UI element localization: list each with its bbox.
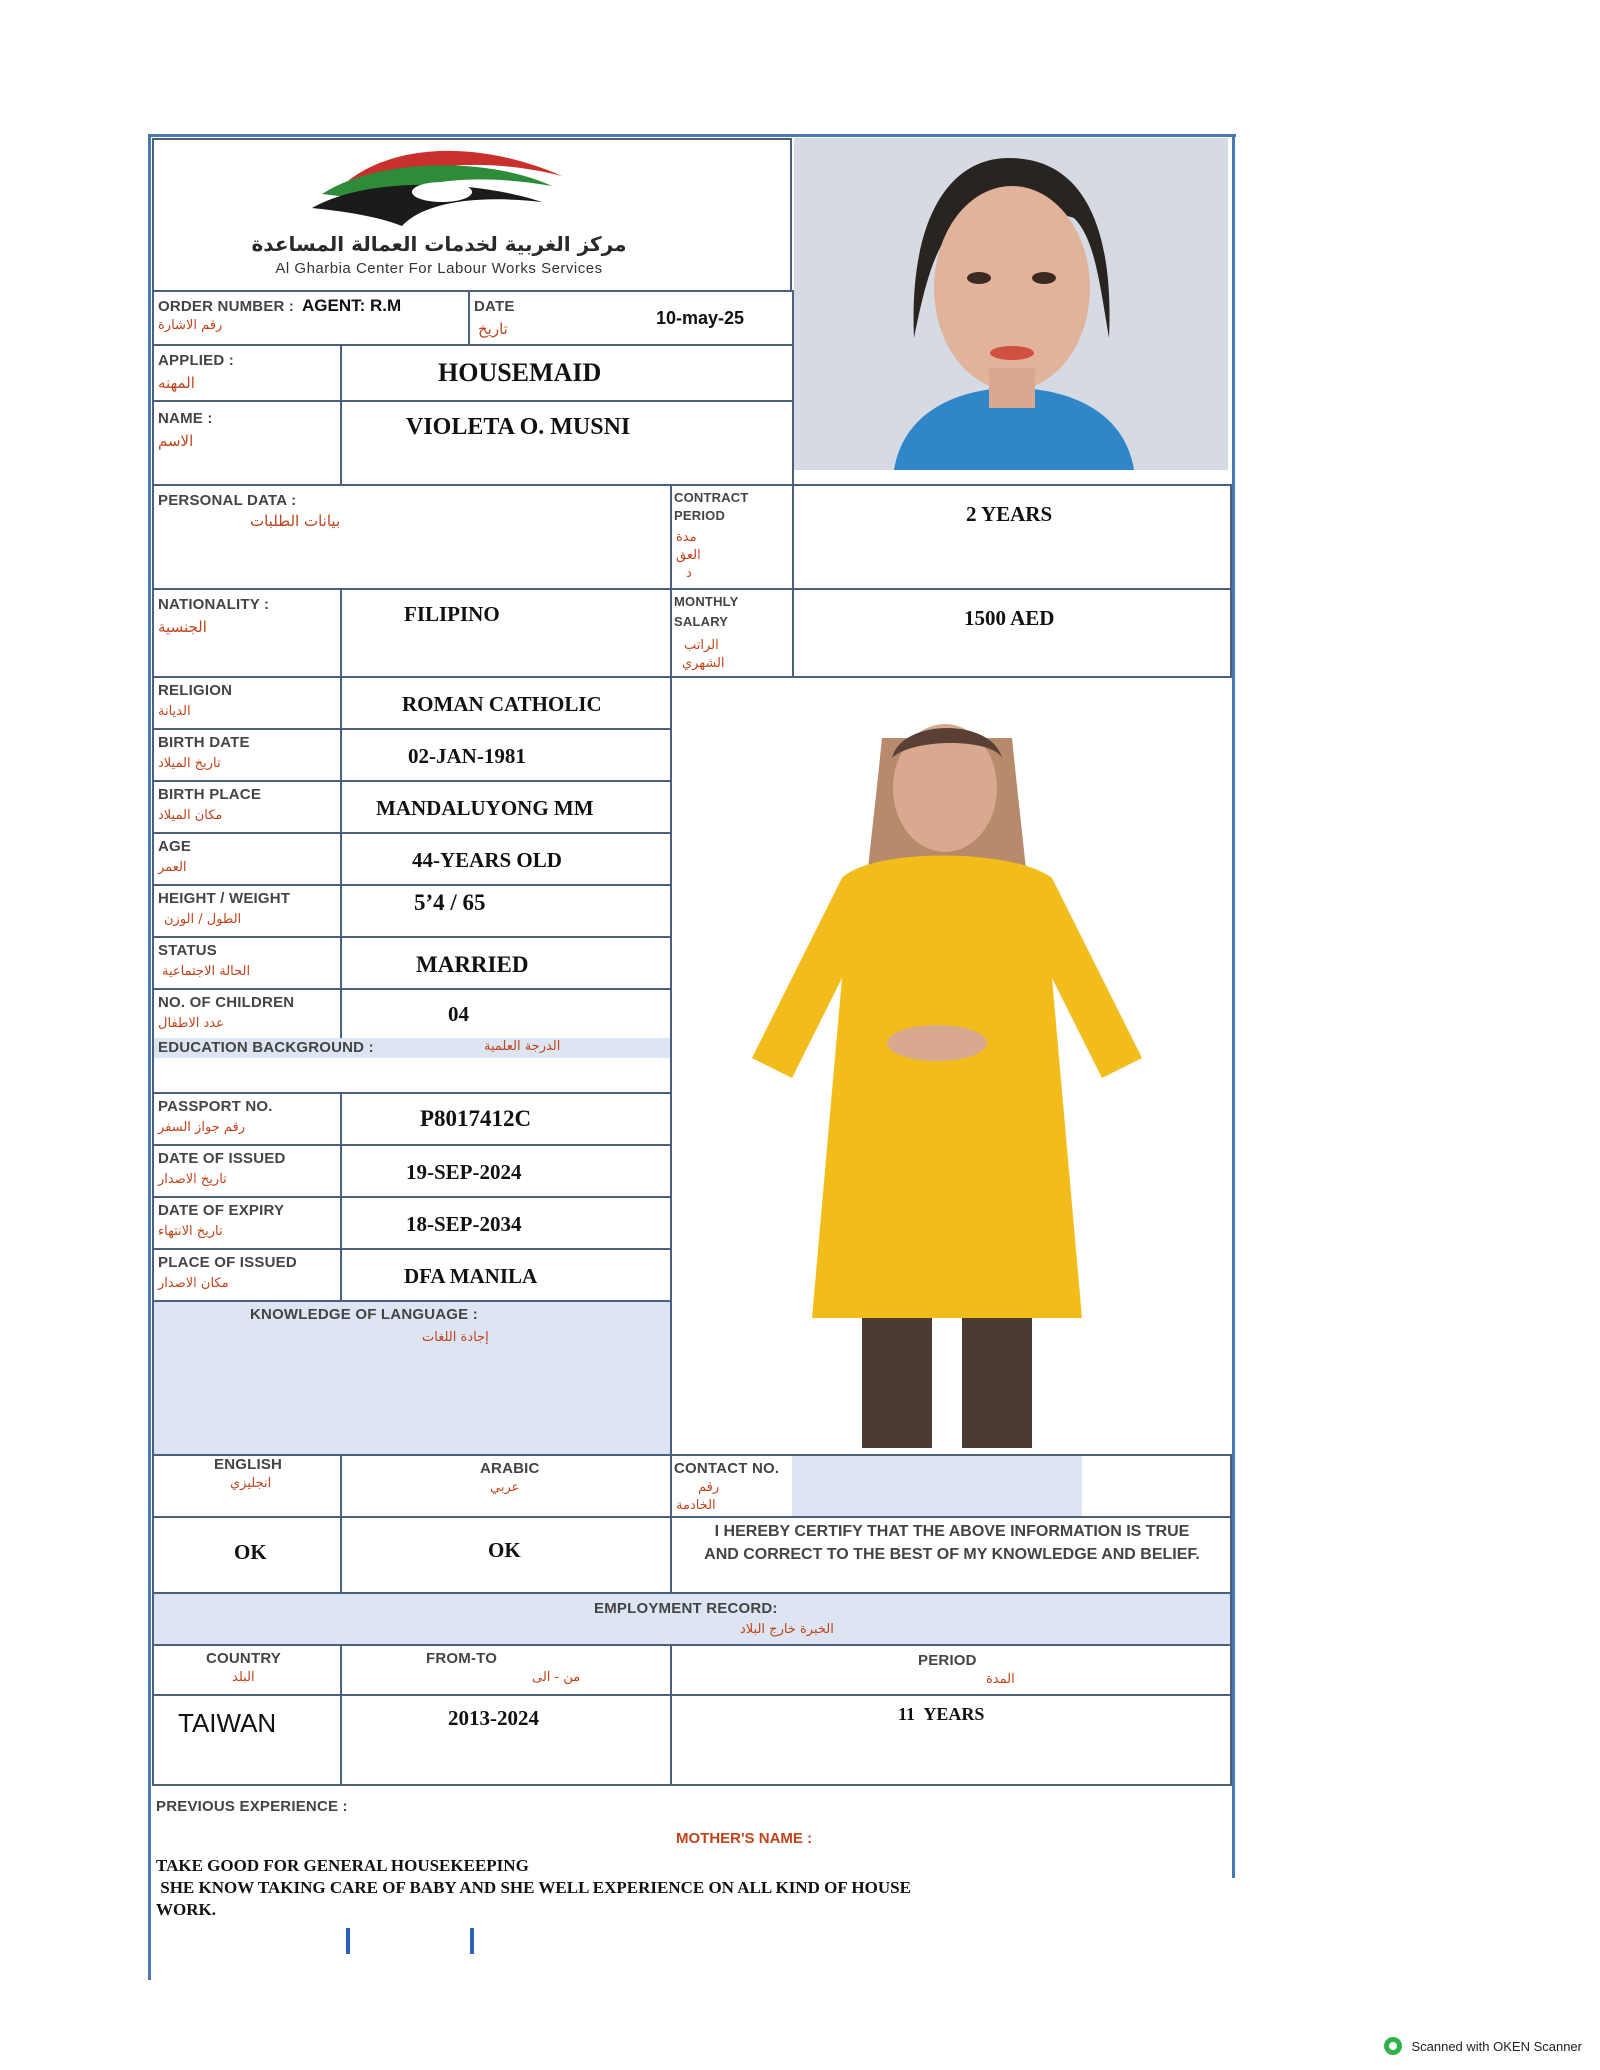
religion-label-cell	[152, 676, 342, 730]
applicant-full-body-photo	[672, 678, 1230, 1456]
education-header	[152, 1038, 672, 1060]
certify-text: I HEREBY CERTIFY THAT THE ABOVE INFORMATION IS TRUE AND CORRECT TO THE BEST OF MY KNOWLEDGE AND BELIEF.	[704, 1523, 1200, 1563]
period-header-cell	[670, 1644, 1232, 1696]
age-label-cell	[152, 832, 342, 886]
fromto-value-cell	[340, 1694, 672, 1786]
name-label: NAME :	[158, 410, 213, 427]
period-label: PERIOD	[918, 1652, 977, 1669]
frame-left-line	[148, 134, 151, 1980]
height-weight-label-arabic: الطول / الوزن	[164, 912, 242, 927]
height-weight-value-cell	[340, 884, 672, 938]
period-value-cell	[670, 1694, 1232, 1786]
previous-experience-line-3: WORK.	[156, 1900, 216, 1919]
date-issued-value-cell	[340, 1144, 672, 1198]
height-weight-label-cell	[152, 884, 342, 938]
place-issued-label-cell	[152, 1248, 342, 1302]
birth-place-value-cell	[340, 780, 672, 834]
org-name-arabic: مركز الغربية لخدمات العمالة المساعدة	[251, 232, 627, 256]
salary-label-arabic-1: الراتب	[684, 638, 719, 653]
english-label: ENGLISH	[214, 1456, 283, 1473]
nationality-label: NATIONALITY :	[158, 596, 270, 613]
contact-label-arabic-2: الخادمة	[676, 1498, 716, 1513]
contract-label-1: CONTRACT	[674, 490, 749, 505]
height-weight-value: 5’4 / 65	[414, 890, 486, 915]
age-value-cell	[340, 832, 672, 886]
birth-place-label-arabic: مكان الميلاد	[158, 808, 223, 823]
personal-data-cell	[152, 484, 672, 590]
period-label-arabic: المدة	[986, 1672, 1015, 1687]
personal-data-label: PERSONAL DATA :	[158, 492, 297, 509]
birth-place-value: MANDALUYONG MM	[376, 796, 594, 820]
contact-value-cell	[792, 1454, 1232, 1518]
status-value-cell	[340, 936, 672, 990]
date-expiry-label-cell	[152, 1196, 342, 1250]
contract-period-value: 2 YEARS	[966, 502, 1053, 526]
date-issued-label-cell	[152, 1144, 342, 1198]
status-label: STATUS	[158, 942, 217, 959]
order-number-value: AGENT: R.M	[302, 296, 402, 315]
children-label-cell	[152, 988, 342, 1040]
fromto-label: FROM-TO	[426, 1650, 498, 1667]
date-label-arabic: تاريخ	[478, 320, 508, 338]
birth-date-label-cell	[152, 728, 342, 782]
age-value: 44-YEARS OLD	[412, 848, 562, 872]
date-issued-value: 19-SEP-2024	[406, 1160, 522, 1184]
arabic-header-cell	[340, 1454, 672, 1518]
contact-value-field	[792, 1456, 1082, 1516]
birth-date-label: BIRTH DATE	[158, 734, 250, 751]
english-label-arabic: انجليزي	[230, 1476, 272, 1491]
date-expiry-label-arabic: تاريخ الانتهاء	[158, 1224, 223, 1239]
children-label-arabic: عدد الاطفال	[158, 1016, 224, 1031]
nationality-label-arabic: الجنسية	[158, 618, 207, 636]
passport-no-label-arabic: رقم جواز السفر	[158, 1120, 245, 1135]
frame-right-line	[1232, 134, 1235, 1878]
applied-value: HOUSEMAID	[438, 358, 602, 387]
application-form	[152, 136, 1232, 1876]
arabic-label: ARABIC	[480, 1460, 540, 1477]
date-expiry-value: 18-SEP-2034	[406, 1212, 522, 1236]
contract-label-arabic-3: د	[686, 566, 692, 581]
date-label: DATE	[474, 298, 515, 315]
status-label-arabic: الحالة الاجتماعية	[162, 964, 251, 979]
status-value: MARRIED	[416, 952, 529, 977]
birth-place-label-cell	[152, 780, 342, 834]
country-value-cell	[152, 1694, 342, 1786]
country-label: COUNTRY	[206, 1650, 282, 1667]
english-value-cell	[152, 1516, 342, 1594]
employment-header	[152, 1592, 1232, 1646]
personal-data-label-arabic: بيانات الطلبات	[250, 512, 341, 530]
education-label: EDUCATION BACKGROUND :	[158, 1039, 374, 1056]
contract-label-arabic-1: مدة	[676, 530, 697, 545]
english-header-cell	[152, 1454, 342, 1518]
birth-place-label: BIRTH PLACE	[158, 786, 262, 803]
place-issued-value-cell	[340, 1248, 672, 1302]
company-logo-icon	[312, 146, 572, 236]
salary-label-cell	[670, 588, 794, 678]
cursor-mark-left	[346, 1928, 350, 1954]
contact-label: CONTACT NO.	[674, 1460, 780, 1477]
religion-value-cell	[340, 676, 672, 730]
age-label: AGE	[158, 838, 192, 855]
employment-label: EMPLOYMENT RECORD:	[594, 1600, 778, 1617]
passport-no-label: PASSPORT NO.	[158, 1098, 273, 1115]
contact-label-cell	[670, 1454, 794, 1518]
mother-name-label: MOTHER'S NAME :	[676, 1830, 813, 1847]
contract-label-arabic-2: العق	[676, 548, 701, 563]
contract-period-value-cell	[792, 484, 1232, 590]
applied-value-cell	[340, 344, 794, 402]
order-number-label: ORDER NUMBER :	[158, 298, 295, 315]
status-label-cell	[152, 936, 342, 990]
salary-label-arabic-2: الشهري	[682, 656, 725, 671]
applied-label: APPLIED :	[158, 352, 234, 369]
education-label-arabic: الدرجة العلمية	[484, 1039, 561, 1054]
salary-label-2: SALARY	[674, 614, 729, 629]
salary-value-cell	[792, 588, 1232, 678]
country-header-cell	[152, 1644, 342, 1696]
contract-period-label-cell	[670, 484, 794, 590]
height-weight-label: HEIGHT / WEIGHT	[158, 890, 291, 907]
children-label: NO. OF CHILDREN	[158, 994, 295, 1011]
nationality-value: FILIPINO	[404, 602, 500, 626]
scanner-logo-icon	[1383, 2036, 1403, 2056]
period-value: 11 YEARS	[898, 1704, 985, 1724]
arabic-label-arabic: عربي	[490, 1480, 520, 1495]
passport-no-label-cell	[152, 1092, 342, 1146]
place-issued-label: PLACE OF ISSUED	[158, 1254, 297, 1271]
place-issued-label-arabic: مكان الاصدار	[158, 1276, 229, 1291]
religion-label-arabic: الديانة	[158, 704, 191, 719]
order-number-label-arabic: رقم الاشارة	[158, 318, 223, 333]
contract-label-2: PERIOD	[674, 508, 726, 523]
name-value-cell	[340, 400, 794, 486]
headshot-image-icon	[794, 138, 1228, 470]
logo-cell	[152, 138, 792, 292]
applied-label-arabic: المهنه	[158, 374, 195, 392]
date-cell	[468, 290, 794, 346]
date-issued-label-arabic: تاريخ الاصدار	[158, 1172, 227, 1187]
arabic-value: OK	[488, 1538, 521, 1562]
language-label: KNOWLEDGE OF LANGUAGE :	[250, 1306, 478, 1323]
certify-cell	[670, 1516, 1232, 1594]
nationality-value-cell	[340, 588, 672, 678]
date-issued-label: DATE OF ISSUED	[158, 1150, 286, 1167]
full-body-image-icon	[672, 678, 1230, 1456]
religion-value: ROMAN CATHOLIC	[402, 692, 602, 716]
place-issued-value: DFA MANILA	[404, 1264, 538, 1288]
name-value: VIOLETA O. MUSNI	[406, 414, 631, 440]
date-expiry-label: DATE OF EXPIRY	[158, 1202, 285, 1219]
name-label-arabic: الاسم	[158, 432, 194, 450]
previous-experience-line-1: TAKE GOOD FOR GENERAL HOUSEKEEPING	[156, 1856, 529, 1875]
previous-experience-label: PREVIOUS EXPERIENCE :	[156, 1798, 348, 1815]
language-section	[152, 1300, 672, 1456]
country-label-arabic: البلد	[232, 1670, 255, 1685]
language-label-arabic: إجادة اللغات	[422, 1330, 489, 1345]
country-value: TAIWAN	[178, 1708, 277, 1738]
birth-date-value-cell	[340, 728, 672, 782]
children-value: 04	[448, 1002, 469, 1026]
previous-experience-line-2: SHE KNOW TAKING CARE OF BABY AND SHE WELL EXPERIENCE ON ALL KIND OF HOUSE	[156, 1878, 911, 1897]
arabic-value-cell	[340, 1516, 672, 1594]
passport-no-value: P8017412C	[420, 1106, 532, 1131]
cursor-mark-right	[470, 1928, 474, 1954]
fromto-value: 2013-2024	[448, 1706, 539, 1730]
children-value-cell	[340, 988, 672, 1040]
order-number-cell	[152, 290, 470, 346]
fromto-header-cell	[340, 1644, 672, 1696]
salary-label-1: MONTHLY	[674, 594, 739, 609]
fromto-label-arabic: من - الى	[532, 1670, 581, 1685]
employment-label-arabic: الخبرة خارج البلاد	[740, 1622, 834, 1637]
birth-date-label-arabic: تاريخ الميلاد	[158, 756, 221, 771]
contact-label-arabic-1: رقم	[698, 1480, 720, 1495]
age-label-arabic: العمر	[158, 860, 187, 875]
name-label-cell	[152, 400, 342, 486]
birth-date-value: 02-JAN-1981	[408, 744, 526, 768]
religion-label: RELIGION	[158, 682, 233, 699]
applied-label-cell	[152, 344, 342, 402]
salary-value: 1500 AED	[964, 606, 1055, 630]
date-expiry-value-cell	[340, 1196, 672, 1250]
passport-no-value-cell	[340, 1092, 672, 1146]
english-value: OK	[234, 1540, 267, 1564]
nationality-label-cell	[152, 588, 342, 678]
education-value-cell	[152, 1058, 672, 1094]
applicant-headshot-photo	[794, 138, 1228, 470]
org-name-english: Al Gharbia Center For Labour Works Services	[275, 260, 603, 277]
scanner-text: Scanned with OKEN Scanner	[1411, 2038, 1582, 2054]
scanner-watermark	[1383, 2036, 1582, 2056]
date-value: 10-may-25	[656, 308, 745, 328]
